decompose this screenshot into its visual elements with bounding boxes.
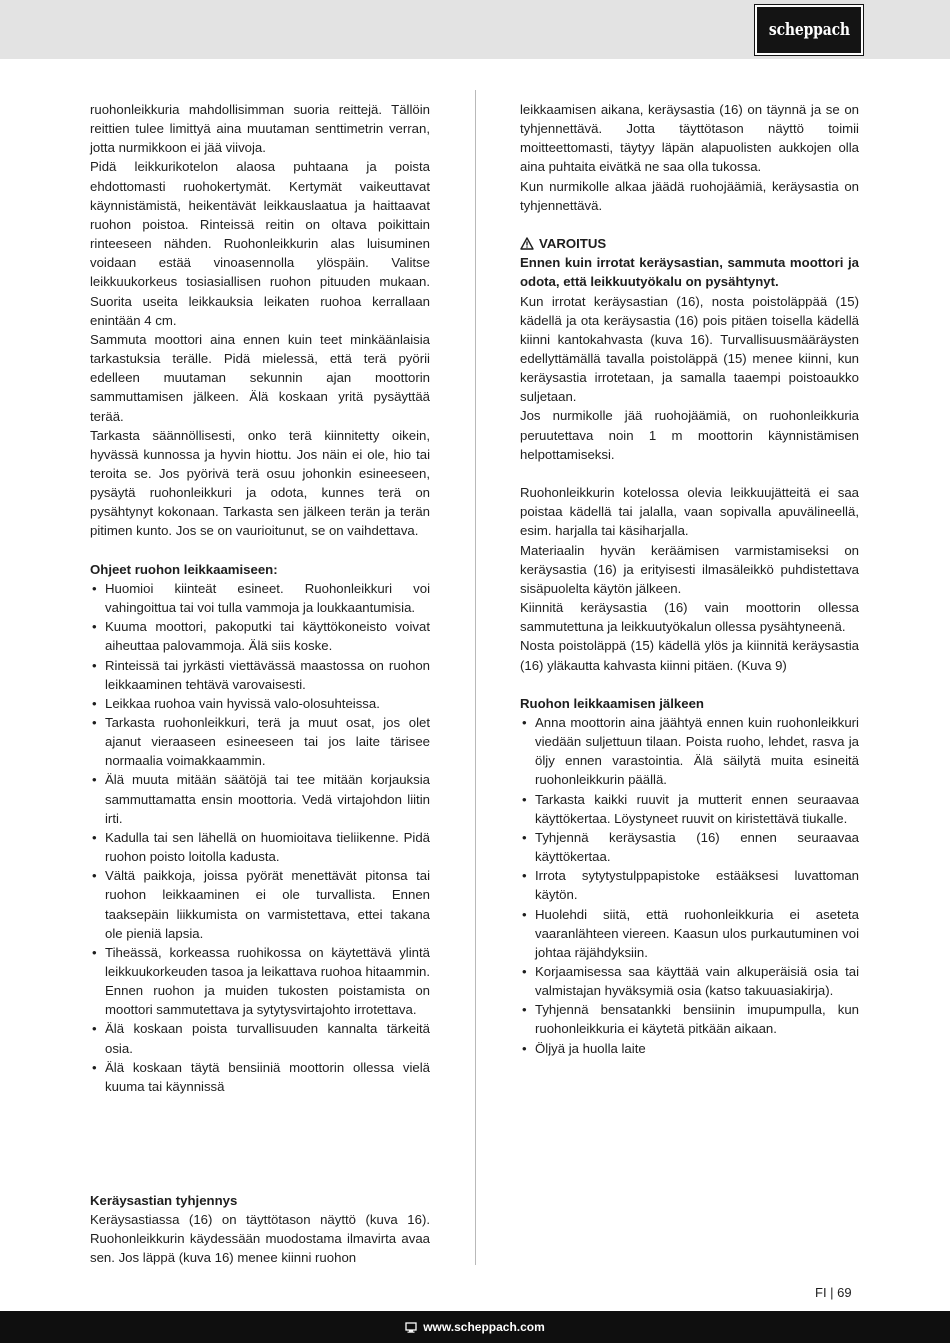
warning-triangle-icon	[520, 237, 534, 250]
list-item: • Öljyä ja huolla laite	[522, 1040, 646, 1056]
list-item: • Rinteissä tai jyrkästi viettävässä maastossa on ruohon leikkaaminen tehtävä varovaisesti.	[92, 657, 430, 692]
list-item: • Irrota sytytystulppapistoke estääksesi luvattoman käytön.	[522, 868, 859, 903]
warning-heading	[520, 234, 859, 253]
warning-text: Ennen kuin irrotat keräysastian, sammuta moottori ja odota, että leikkuutyökalu on pysähtynyt.	[520, 255, 859, 290]
list-item: • Älä koskaan täytä bensiiniä moottorin ollessa vielä kuuma tai käynnissä	[92, 1059, 430, 1094]
right-column	[520, 100, 859, 1058]
paragraph: ruohonleikkuria mahdollisimman suoria reittejä. Tällöin reittien tulee limittyä aina muutaman senttimetrin verran, jotta nurmikkoon ei jää viivoja.	[90, 102, 430, 156]
list-item: • Älä koskaan poista turvallisuuden kannalta tärkeitä osia.	[92, 1021, 430, 1056]
section-heading-emptying: Keräysastian tyhjennys	[90, 1193, 238, 1208]
footer-bar	[0, 1311, 950, 1343]
list-item: • Tarkasta ruohonleikkuri, terä ja muut osat, jos olet ajanut vieraaseen esineeseen tai jos laite tärisee normaalia voimakkaammin.	[92, 714, 430, 769]
paragraph: Sammuta moottori aina ennen kuin teet minkäänlaisia tarkastuksia terälle. Pidä mielessä, että terä pyörii edelleen muutaman sekunnin ajan moottorin sammuttamisen jälkeen. Älä koskaan yritä pysäyttää terää.	[90, 331, 430, 424]
brand-logo	[755, 5, 863, 55]
paragraph: Kun irrotat keräysastian (16), nosta poistoläppää (15) kädellä ja ota keräysastia (16) pois pitäen toisella kädellä kiinni kantokahvasta (kuva 16). Turvallisuusmääräysten edellyttämällä tavalla poistoläppä (15) menee kiinni, kun keräysastia irrotetaan, ja samalla taaempi poistoaukko suljetaan.	[520, 293, 859, 405]
paragraph: Keräysastiassa (16) on täyttötason näyttö (kuva 16). Ruohonleikkurin käydessään muodostama ilmavirta avaa sen. Jos läppä (kuva 16) menee kiinni ruohon	[90, 1212, 430, 1266]
paragraph: Nosta poistoläppä (15) kädellä ylös ja kiinnitä keräysastia (16) yläkautta kahvasta kiinni pitäen. (Kuva 9)	[520, 638, 859, 673]
paragraph: Ruohonleikkurin kotelossa olevia leikkuujätteitä ei saa poistaa kädellä tai jalalla, vaan sopivalla apuvälineellä, esim. harjalla tai käsiharjalla.	[520, 485, 859, 539]
paragraph: leikkaamisen aikana, keräysastia (16) on täynnä ja se on tyhjennettävä. Jotta täyttötason näyttö toimii moitteettomasti, täytyy läpän alapuolisten aukkojen olla aina puhtaita eivätkä ne saa olla tukossa.	[520, 102, 859, 175]
paragraph: Tarkasta säännöllisesti, onko terä kiinnitetty oikein, hyvässä kunnossa ja hyvin hiottu. Jos näin ei ole, hio tai teroita se. Jos pyörivä terä osuu johonkin esineeseen, pysäytä ruohonleikkuri ja odota, kunnes terä on pysähtynyt kokonaan. Tarkasta sen jälkeen terän ja terän pitimen kunto. Jos se on vaurioitunut, se on vaihdettava.	[90, 427, 430, 539]
list-item: • Tyhjennä keräysastia (16) ennen seuraavaa käyttökertaa.	[522, 829, 859, 865]
warning-label: VAROITUS	[539, 236, 607, 252]
monitor-icon	[405, 1322, 417, 1333]
after-mowing-list	[520, 713, 859, 1058]
list-item: • Korjaamisessa saa käyttää vain alkuperäisiä osia tai valmistajan hyväksymiä osia (katso takuuasiakirja).	[522, 963, 859, 999]
left-column-bottom	[90, 1191, 430, 1268]
list-item: • Älä muuta mitään säätöjä tai tee mitään korjauksia sammuttamatta ensin moottoria. Vedä virtajohdon liitin irti.	[92, 772, 430, 826]
section-heading-after-mowing: Ruohon leikkaamisen jälkeen	[520, 695, 704, 711]
left-column	[90, 100, 430, 1096]
section-heading-instructions: Ohjeet ruohon leikkaamiseen:	[90, 561, 278, 577]
page-number: FI | 69	[815, 1285, 852, 1300]
instructions-list	[90, 579, 430, 1096]
list-item: • Kuuma moottori, pakoputki tai käyttökoneisto voivat aiheuttaa palovammoja. Älä siis koske.	[92, 619, 430, 654]
list-item: • Vältä paikkoja, joissa pyörät menettävät pitonsa tai ruohon leikkaaminen ei ole turvallista. Ennen taaksepäin liikkumista on varmistettava, ettei takana ole pieniä lapsia.	[92, 868, 430, 941]
list-item: • Huomioi kiinteät esineet. Ruohonleikkuri voi vahingoittua tai voi tulla vammoja ja loukkaantumisia.	[92, 580, 430, 616]
list-item: • Leikkaa ruohoa vain hyvissä valo-olosuhteissa.	[92, 695, 380, 711]
paragraph: Kiinnitä keräysastia (16) vain moottorin ollessa sammutettuna ja leikkuutyökalun ollessa pysähtyneenä.	[520, 600, 859, 635]
paragraph: Materiaalin hyvän keräämisen varmistamiseksi on keräysastia (16) ja erityisesti ilmasäleikkö puhdistettava sisäpuolelta käytön jälkeen.	[520, 542, 859, 596]
website-link[interactable]: www.scheppach.com	[423, 1320, 545, 1334]
list-item: • Tiheässä, korkeassa ruohikossa on käytettävä ylintä leikkuukorkeuden tasoa ja leikattava ruohoa hitaammin. Ennen ruohon ja muiden tukosten poistamista on moottori sammutettava ja sytytysvirtajohto irrotettava.	[92, 944, 430, 1018]
list-item: • Huolehdi siitä, että ruohonleikkuria ei aseteta vaaranlähteen viereen. Kaasun ulos purkautuminen voi johtaa räjähdyksiin.	[522, 906, 859, 960]
brand-logo-text: scheppach	[768, 20, 850, 40]
list-item: • Anna moottorin aina jäähtyä ennen kuin ruohonleikkuri viedään suljettuun tilaan. Poista ruoho, lehdet, rasva ja öljy ennen varastointia. Älä säilytä muita esineitä ruohonleikkurin päällä.	[522, 714, 859, 788]
column-divider	[475, 90, 476, 1265]
list-item: • Tarkasta kaikki ruuvit ja mutterit ennen seuraavaa käyttökertaa. Löystyneet ruuvit on kiristettävä tiukalle.	[522, 791, 859, 826]
list-item: • Kadulla tai sen lähellä on huomioitava tieliikenne. Pidä ruohon poisto loitolla kadusta.	[92, 829, 430, 865]
list-item: • Tyhjennä bensatankki bensiinin imupumpulla, kun ruohonleikkuria ei käytetä pitkään aikaan.	[522, 1002, 859, 1037]
paragraph: Pidä leikkurikotelon alaosa puhtaana ja poista ehdottomasti ruohokertymät. Kertymät vaikeuttavat käynnistämistä, heikentävät leikkauslaatua ja haittaavat ruohon poistoa. Rinteissä reitin on oltava poikittain rinteeseen nähden. Ruohonleikkurin alas luisuminen voidaan estää vinoasennolla ylöspäin. Valitse leikkuukorkeus tosiasiallisen ruohon pituuden mukaan. Suorita useita leikkauksia leikaten ruohoa kerrallaan enintään 4 cm.	[90, 159, 430, 328]
paragraph: Jos nurmikolle jää ruohojäämiä, on ruohonleikkuria peruutettava noin 1 m moottorin käynnistämisen helpottamiseksi.	[520, 408, 859, 462]
paragraph: Kun nurmikolle alkaa jäädä ruohojäämiä, keräysastia on tyhjennettävä.	[520, 178, 859, 213]
